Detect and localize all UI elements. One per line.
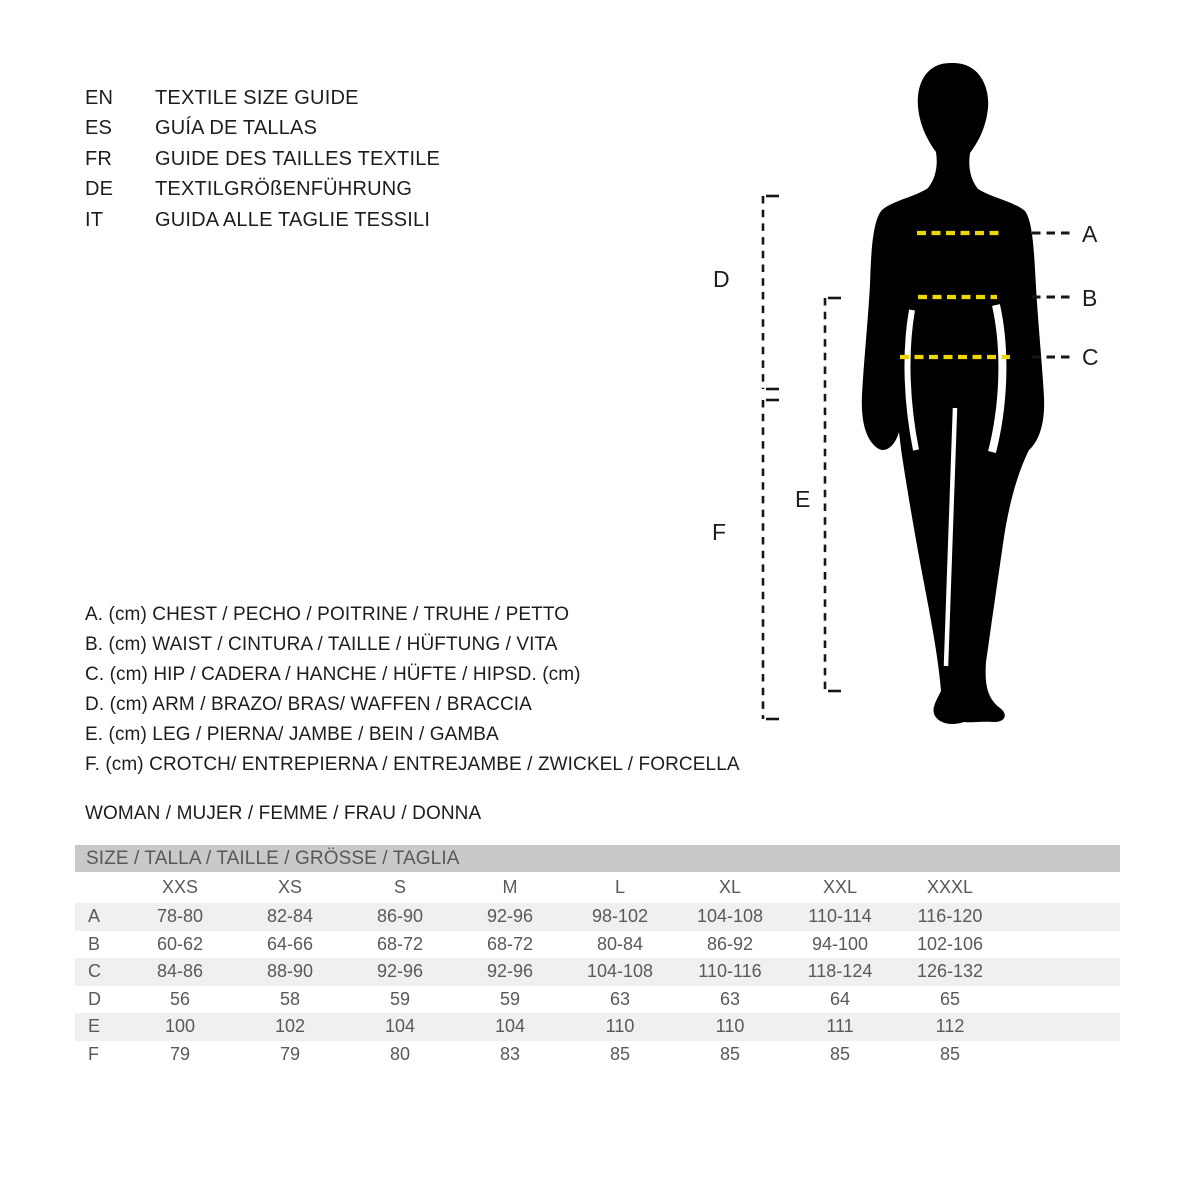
- size-column-header: L: [614, 877, 625, 897]
- size-value-cell: 102-106: [916, 933, 984, 954]
- size-value-cell: 83: [499, 1043, 521, 1064]
- size-value-cell: 68-72: [486, 933, 534, 954]
- language-code: IT: [85, 208, 104, 231]
- label-leg-E: E: [795, 486, 811, 512]
- size-value-cell: 92-96: [376, 961, 424, 982]
- size-value-cell: 85: [719, 1043, 741, 1064]
- language-title: GUIDA ALLE TAGLIE TESSILI: [155, 208, 431, 231]
- size-value-cell: 80: [389, 1043, 411, 1064]
- measure-line: C. (cm) HIP / CADERA / HANCHE / HÜFTE / HIPSD. (cm): [85, 664, 581, 685]
- size-value-cell: 63: [719, 988, 741, 1009]
- language-title: GUIDE DES TAILLES TEXTILE: [155, 147, 441, 170]
- label-chest-A: A: [1082, 221, 1098, 247]
- row-letter: D: [88, 988, 101, 1009]
- size-value-cell: 94-100: [811, 933, 869, 954]
- label-hip-C: C: [1082, 344, 1099, 370]
- size-value-cell: 100: [164, 1016, 196, 1037]
- size-value-cell: 59: [499, 988, 521, 1009]
- size-value-cell: 78-80: [156, 906, 204, 927]
- measure-line: E. (cm) LEG / PIERNA/ JAMBE / BEIN / GAMBA: [85, 724, 499, 745]
- size-column-header: M: [502, 877, 518, 897]
- size-table-title-band: SIZE / TALLA / TAILLE / GRÖSSE / TAGLIA: [75, 845, 1120, 872]
- language-title: TEXTILE SIZE GUIDE: [155, 86, 359, 109]
- size-column-header: XXXL: [926, 877, 974, 897]
- leg-gap-line: [946, 408, 955, 666]
- size-value-cell: 88-90: [266, 961, 314, 982]
- table-row: [75, 958, 1120, 986]
- size-value-cell: 80-84: [596, 933, 644, 954]
- size-value-cell: 116-120: [917, 906, 983, 927]
- woman-silhouette: [862, 63, 1044, 724]
- gender-line: WOMAN / MUJER / FEMME / FRAU / DONNA: [85, 803, 482, 824]
- size-value-cell: 85: [609, 1043, 631, 1064]
- size-value-cell: 84-86: [156, 961, 204, 982]
- measure-line: A. (cm) CHEST / PECHO / POITRINE / TRUHE / PETTO: [85, 604, 570, 625]
- size-value-cell: 98-102: [591, 906, 649, 927]
- measure-line: D. (cm) ARM / BRAZO/ BRAS/ WAFFEN / BRACCIA: [85, 694, 532, 715]
- row-letter: F: [88, 1043, 99, 1064]
- table-row: [75, 1013, 1120, 1041]
- table-row: [75, 986, 1120, 1014]
- language-title: GUÍA DE TALLAS: [155, 117, 318, 140]
- language-code: DE: [85, 178, 114, 201]
- language-row: [85, 83, 440, 114]
- table-row: [75, 931, 1120, 959]
- size-value-cell: 79: [279, 1043, 301, 1064]
- size-value-cell: 104-108: [696, 906, 764, 927]
- left-armpit-gap: [907, 310, 916, 450]
- size-value-cell: 56: [169, 988, 191, 1009]
- size-value-cell: 64: [829, 988, 851, 1009]
- right-armpit-gap: [992, 305, 1002, 452]
- language-code: ES: [85, 117, 113, 140]
- language-row: [85, 175, 440, 206]
- language-row: [85, 144, 440, 175]
- size-value-cell: 92-96: [486, 961, 534, 982]
- language-row: [85, 205, 440, 236]
- size-value-cell: 68-72: [376, 933, 424, 954]
- size-value-cell: 65: [939, 988, 961, 1009]
- label-crotch-F: F: [712, 519, 727, 545]
- size-table: [75, 845, 1120, 1068]
- size-value-cell: 82-84: [266, 906, 314, 927]
- size-column-header: XS: [277, 877, 302, 897]
- size-value-cell: 112: [935, 1016, 965, 1037]
- size-column-header: XXL: [822, 877, 858, 897]
- size-value-cell: 126-132: [916, 961, 984, 982]
- size-value-cell: 104-108: [586, 961, 654, 982]
- measure-line: B. (cm) WAIST / CINTURA / TAILLE / HÜFTUNG / VITA: [85, 634, 558, 655]
- size-value-cell: 111: [826, 1016, 854, 1037]
- size-value-cell: 63: [609, 988, 631, 1009]
- size-value-cell: 104: [494, 1016, 526, 1037]
- row-letter: E: [88, 1016, 101, 1037]
- size-value-cell: 118-124: [807, 961, 873, 982]
- measurement-legend: [85, 600, 740, 780]
- size-value-cell: 110-114: [808, 906, 872, 927]
- size-value-cell: 104: [384, 1016, 416, 1037]
- row-letter: A: [88, 906, 101, 927]
- size-value-cell: 86-90: [376, 906, 424, 927]
- crotch-height-bracket: [763, 400, 779, 719]
- size-column-header: S: [393, 877, 406, 897]
- size-value-cell: 60-62: [156, 933, 204, 954]
- language-row: [85, 114, 440, 145]
- size-value-cell: 92-96: [486, 906, 534, 927]
- size-value-cell: 85: [939, 1043, 961, 1064]
- size-value-cell: 102: [274, 1016, 306, 1037]
- label-arm-D: D: [713, 266, 730, 292]
- language-list: [85, 83, 440, 236]
- size-value-cell: 110-116: [698, 961, 762, 982]
- size-value-cell: 110: [715, 1016, 745, 1037]
- language-code: EN: [85, 86, 114, 109]
- label-waist-B: B: [1082, 285, 1098, 311]
- row-letter: B: [88, 933, 101, 954]
- size-value-cell: 86-92: [706, 933, 754, 954]
- size-value-cell: 59: [389, 988, 411, 1009]
- size-value-cell: 79: [169, 1043, 191, 1064]
- size-value-cell: 110: [605, 1016, 635, 1037]
- size-table-body: [75, 903, 1120, 1068]
- size-value-cell: 85: [829, 1043, 851, 1064]
- language-code: FR: [85, 147, 113, 170]
- language-title: TEXTILGRÖßENFÜHRUNG: [155, 178, 413, 201]
- size-table-header-row: [75, 872, 1120, 903]
- row-letter: C: [88, 961, 101, 982]
- table-row: [75, 903, 1120, 931]
- size-column-header: XXS: [161, 877, 199, 897]
- table-row: [75, 1041, 1120, 1069]
- size-value-cell: 58: [279, 988, 301, 1009]
- measure-line: F. (cm) CROTCH/ ENTREPIERNA / ENTREJAMBE / ZWICKEL / FORCELLA: [85, 754, 740, 775]
- size-column-header: XL: [718, 877, 742, 897]
- arm-length-bracket: [763, 196, 779, 389]
- leg-length-bracket: [825, 298, 841, 691]
- size-value-cell: 64-66: [266, 933, 314, 954]
